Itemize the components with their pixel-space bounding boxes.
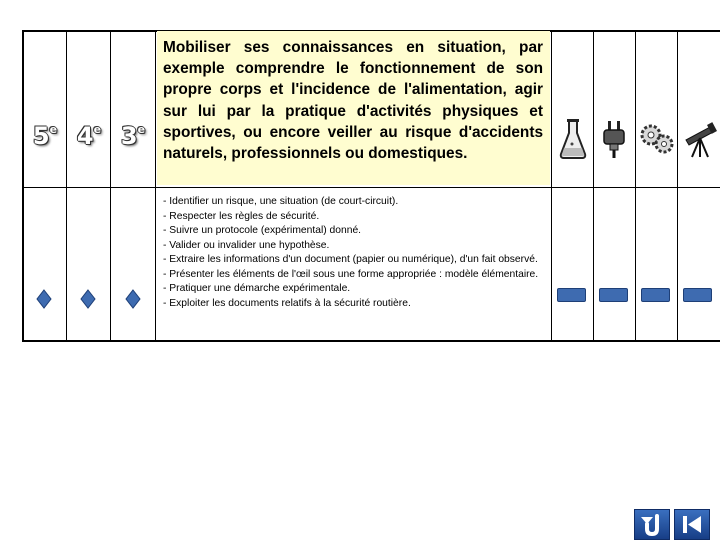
skill-item: - Extraire les informations d'un document (papier ou numérique), d'un fait observé.: [163, 254, 538, 265]
column-divider: [110, 30, 111, 340]
row-divider: [22, 187, 720, 188]
level-marker: [599, 288, 628, 302]
skill-item: - Suivre un protocole (expérimental) donné.: [163, 225, 362, 236]
gears-icon: [638, 118, 676, 160]
skill-item: - Respecter les règles de sécurité.: [163, 210, 320, 222]
skill-item: - Exploiter les documents relatifs à la sécurité routière.: [163, 297, 411, 309]
skill-item: - Identifier un risque, une situation (de court-circuit).: [163, 196, 399, 207]
skill-item: - Pratiquer une démarche expérimentale.: [163, 283, 351, 294]
objective-text: Mobiliser ses connaissances en situation, par exemple comprendre le fonctionnement de son propre corps et l'incidence de l'alimentation, agir sur lui par la pratique d'activités physiques et sportives, ou encore veiller au risque d'accidents naturels, professionnels ou domestiques.: [163, 39, 543, 163]
level-marker: [641, 288, 670, 302]
level-3e-label: 3e: [120, 122, 146, 150]
flask-icon: [558, 118, 588, 160]
column-divider: [66, 30, 67, 340]
skill-item: - Valider ou invalider une hypothèse.: [163, 239, 330, 251]
level-4e-label: 4e: [76, 122, 102, 150]
previous-page-icon: [675, 510, 709, 539]
level-marker: [683, 288, 712, 302]
previous-page-button[interactable]: [674, 509, 710, 540]
electric-plug-icon: [599, 118, 629, 160]
level-marker: [557, 288, 586, 302]
column-divider: [593, 30, 594, 340]
return-arrow-icon: [635, 510, 669, 539]
column-divider: [677, 30, 678, 340]
diamond-icon: [80, 289, 96, 309]
diamond-icon: [125, 289, 141, 309]
skill-item: - Présenter les éléments de l'œil sous une forme appropriée : modèle élémentaire.: [163, 268, 539, 280]
column-divider: [635, 30, 636, 340]
telescope-icon: [682, 118, 718, 160]
diamond-icon: [36, 289, 52, 309]
column-divider: [155, 30, 156, 340]
return-button[interactable]: [634, 509, 670, 540]
skills-list: [163, 195, 543, 311]
competency-table: [22, 30, 720, 340]
level-5e-label: 5e: [32, 122, 58, 150]
column-divider: [551, 30, 552, 340]
